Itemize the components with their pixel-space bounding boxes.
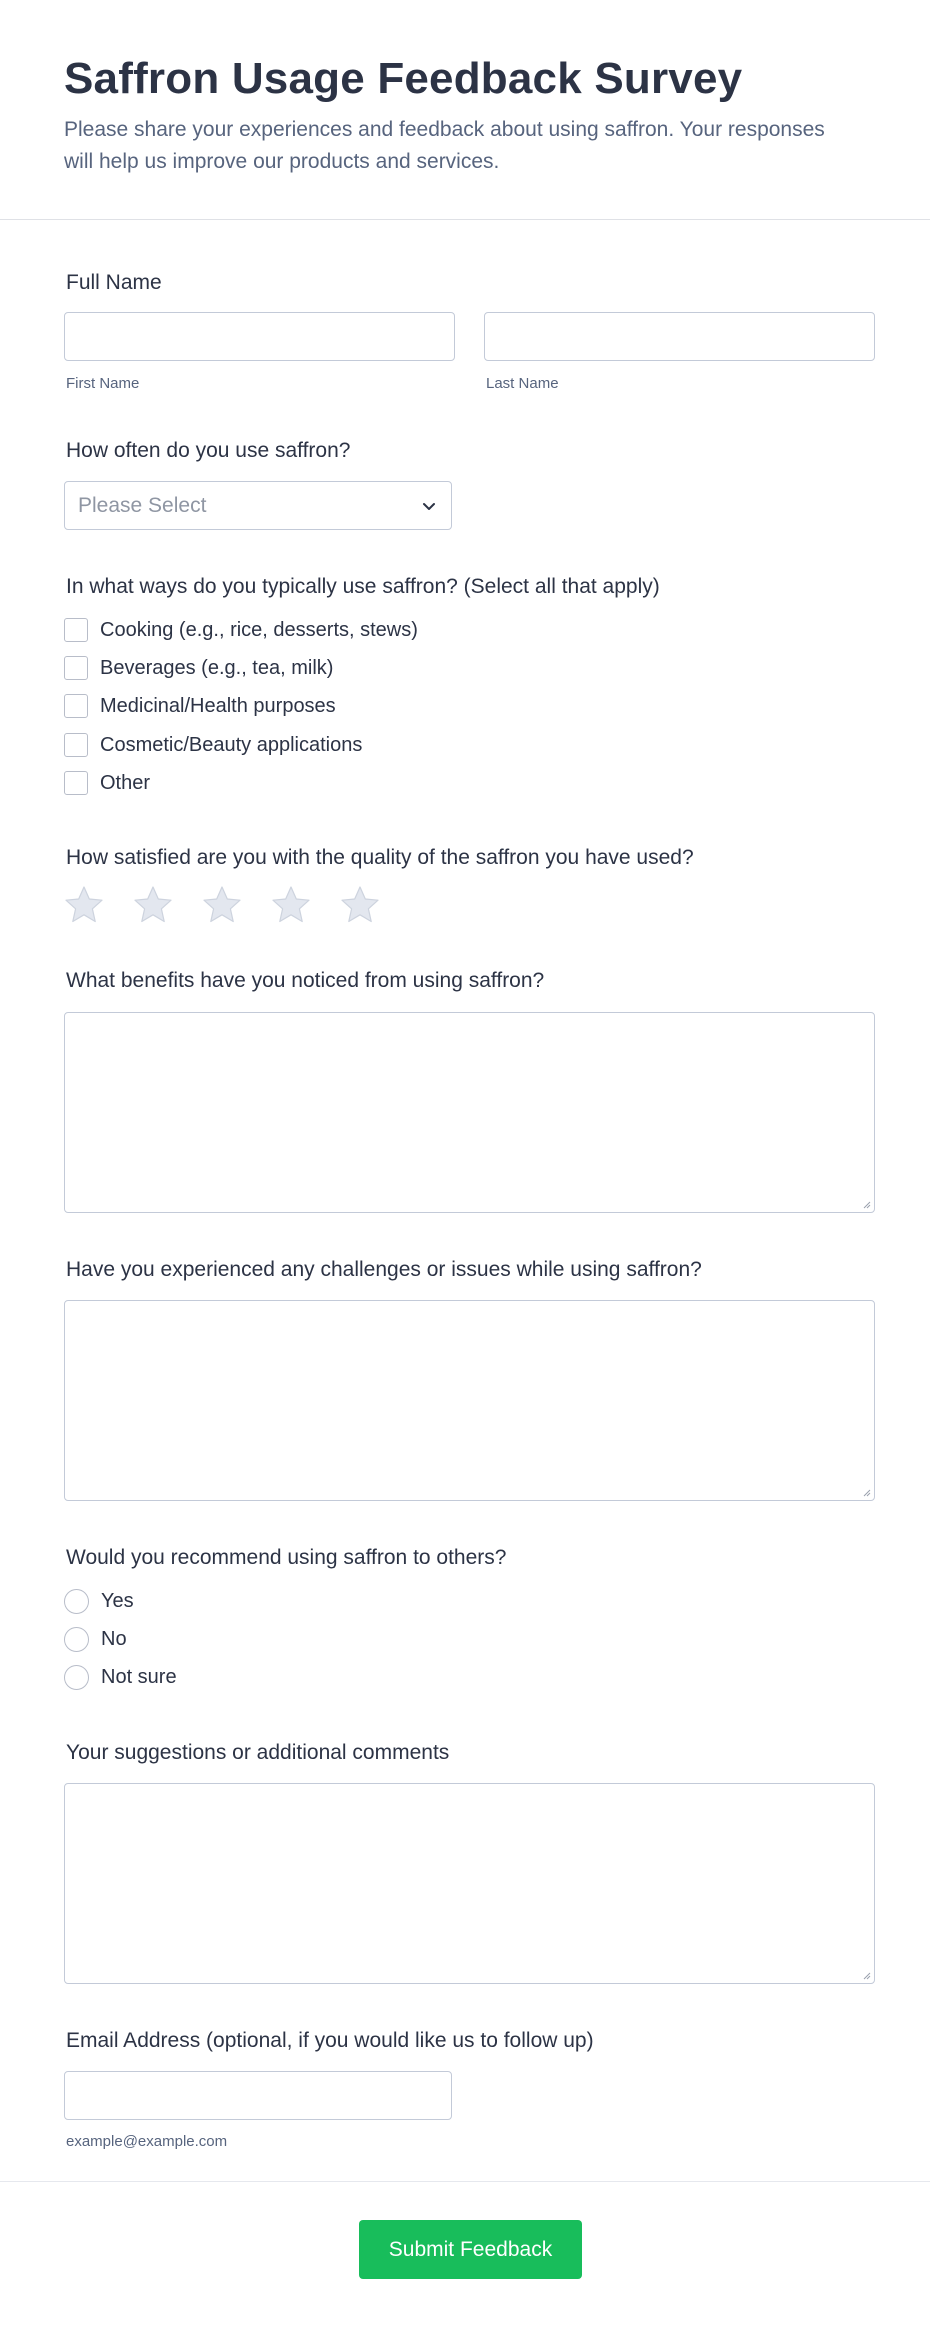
checkbox-option[interactable] [64, 732, 362, 758]
challenges-textarea[interactable] [64, 1300, 875, 1501]
page-title: Saffron Usage Feedback Survey [64, 54, 743, 103]
resize-grip-icon[interactable] [861, 1199, 871, 1209]
star-rating [64, 885, 409, 925]
checkbox[interactable] [64, 618, 88, 642]
star-icon[interactable] [133, 885, 173, 925]
radio-option[interactable] [64, 1626, 127, 1652]
radio-option[interactable] [64, 1588, 134, 1614]
checkbox-label: Other [100, 771, 151, 794]
usage-ways-label: In what ways do you typically use saffron? (Select all that apply) [66, 575, 660, 598]
submit-button[interactable]: Submit Feedback [359, 2220, 582, 2279]
radio-button[interactable] [64, 1589, 89, 1614]
comments-textarea[interactable] [64, 1783, 875, 1984]
radio-button[interactable] [64, 1665, 89, 1690]
checkbox[interactable] [64, 656, 88, 680]
email-sublabel: example@example.com [66, 2133, 228, 2150]
checkbox-option[interactable] [64, 617, 418, 643]
footer-divider [0, 2181, 930, 2182]
frequency-select[interactable] [64, 481, 452, 530]
checkbox-option[interactable] [64, 693, 336, 719]
checkbox-label: Medicinal/Health purposes [100, 694, 336, 717]
star-icon[interactable] [271, 885, 311, 925]
frequency-select-placeholder: Please Select [78, 493, 207, 517]
checkbox-option[interactable] [64, 655, 333, 681]
star-icon[interactable] [64, 885, 104, 925]
first-name-sublabel: First Name [66, 375, 140, 392]
radio-button[interactable] [64, 1627, 89, 1652]
checkbox-label: Cooking (e.g., rice, desserts, stews) [100, 618, 418, 641]
email-input[interactable] [64, 2071, 452, 2120]
radio-label: Yes [101, 1589, 134, 1612]
last-name-sublabel: Last Name [486, 375, 559, 392]
benefits-textarea[interactable] [64, 1012, 875, 1213]
checkbox[interactable] [64, 694, 88, 718]
first-name-input[interactable] [64, 312, 455, 361]
radio-label: No [101, 1627, 127, 1650]
last-name-input[interactable] [484, 312, 875, 361]
satisfaction-label: How satisfied are you with the quality of the saffron you have used? [66, 846, 694, 869]
recommend-label: Would you recommend using saffron to others? [66, 1546, 507, 1569]
benefits-label: What benefits have you noticed from using saffron? [66, 969, 545, 992]
checkbox[interactable] [64, 733, 88, 757]
full-name-label: Full Name [66, 271, 162, 294]
challenges-label: Have you experienced any challenges or issues while using saffron? [66, 1258, 702, 1281]
checkbox-label: Beverages (e.g., tea, milk) [100, 656, 334, 679]
radio-label: Not sure [101, 1665, 177, 1688]
star-icon[interactable] [340, 885, 380, 925]
form-header [0, 0, 930, 220]
checkbox-option[interactable] [64, 770, 150, 796]
comments-label: Your suggestions or additional comments [66, 1741, 450, 1764]
resize-grip-icon[interactable] [861, 1487, 871, 1497]
checkbox-label: Cosmetic/Beauty applications [100, 733, 363, 756]
page-subtitle: Please share your experiences and feedback about using saffron. Your responses will help us improve our products and services. [64, 118, 825, 173]
resize-grip-icon[interactable] [861, 1970, 871, 1980]
email-label: Email Address (optional, if you would like us to follow up) [66, 2029, 594, 2052]
checkbox[interactable] [64, 771, 88, 795]
radio-option[interactable] [64, 1664, 177, 1690]
chevron-down-icon [421, 498, 437, 514]
frequency-label: How often do you use saffron? [66, 439, 351, 462]
star-icon[interactable] [202, 885, 242, 925]
